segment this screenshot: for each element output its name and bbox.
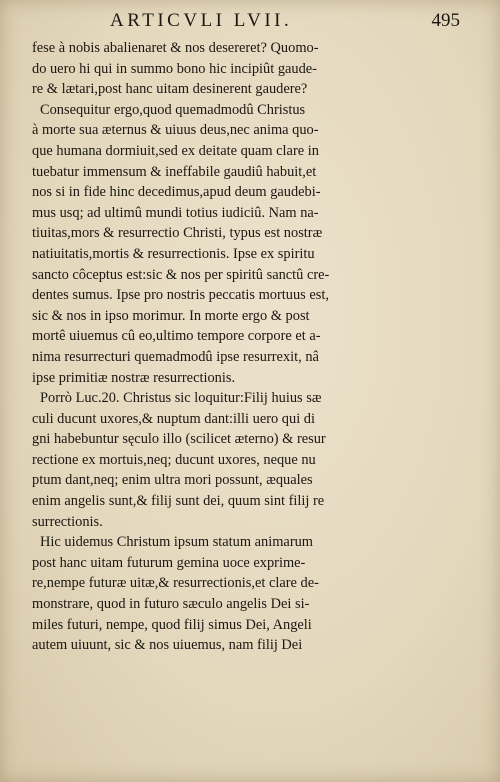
text-line: que humana dormiuit,sed ex deitate quam clare in xyxy=(32,142,319,159)
text-line: à morte sua æternus & uiuus deus,nec anima quo- xyxy=(32,122,319,139)
text-line: surrectionis. xyxy=(32,513,103,530)
text-line: Porrò Luc.20. Christus sic loquitur:Filij huius sæ xyxy=(40,390,322,407)
text-line: sancto côceptus est:sic & nos per spiritû sanctû cre- xyxy=(32,266,330,283)
text-line: culi ducunt uxores,& nuptum dant:illi uero qui di xyxy=(32,410,315,427)
text-line: mortê uiuemus cû eo,ultimo tempore corpore et a- xyxy=(32,328,321,345)
text-line: dentes sumus. Ipse pro nostris peccatis mortuus est, xyxy=(32,287,329,304)
text-line: rectione ex mortuis,neq; ducunt uxores, neque nu xyxy=(32,451,316,468)
text-line: re,nempe futuræ uitæ,& resurrectionis,et clare de- xyxy=(32,575,319,592)
running-head: ARTICVLI LVII. xyxy=(110,10,293,31)
text-line: miles futuri, nempe, quod filij simus Dei, Angeli xyxy=(32,616,312,633)
text-line: Hic uidemus Christum ipsum statum animarum xyxy=(40,534,314,551)
text-line: monstrare, quod in futuro sæculo angelis Dei si- xyxy=(32,596,310,613)
text-line: mus usq; ad ultimû mundi totius iudiciû. Nam na- xyxy=(32,204,319,221)
text-line: re & lætari,post hanc uitam desinerent gaudere? xyxy=(32,81,308,98)
text-line: nima resurrecturi quemadmodû ipse resurrexit, nâ xyxy=(32,348,319,365)
text-line: gni habebuntur sęculo illo (scilicet æterno) & resur xyxy=(32,431,326,448)
text-line: tuebatur immensum & ineffabile gaudiû habuit,et xyxy=(32,163,317,180)
text-line: nos si in fide hinc decedimus,apud deum gaudebi- xyxy=(32,184,321,201)
text-line: enim angelis sunt,& filij sunt dei, quum sint filij re xyxy=(32,493,325,510)
text-line: ptum dant,neq; enim ultra mori possunt, æquales xyxy=(32,472,313,489)
text-line: sic & nos in ipso morimur. In morte ergo & post xyxy=(32,307,310,324)
text-line: tiuitas,mors & resurrectio Christi, typus est nostræ xyxy=(32,225,323,242)
text-line: post hanc uitam futurum gemina uoce exprime- xyxy=(32,554,306,571)
text-line: autem uiuunt, sic & nos uiuemus, nam filij Dei xyxy=(32,637,303,654)
text-line: natiuitatis,mortis & resurrectionis. Ipse ex spiritu xyxy=(32,245,315,262)
body-text xyxy=(32,38,462,656)
page-header xyxy=(110,8,460,34)
text-line: fese à nobis abalienaret & nos desereret? Quomo- xyxy=(32,40,319,56)
text-line: ipse primitiæ nostræ resurrectionis. xyxy=(32,369,236,386)
text-line: Consequitur ergo,quod quemadmodû Christus xyxy=(40,101,306,118)
text-line: do uero hi qui in summo bono hic incipiût gaude- xyxy=(32,60,317,77)
page-number: 495 xyxy=(431,10,460,31)
